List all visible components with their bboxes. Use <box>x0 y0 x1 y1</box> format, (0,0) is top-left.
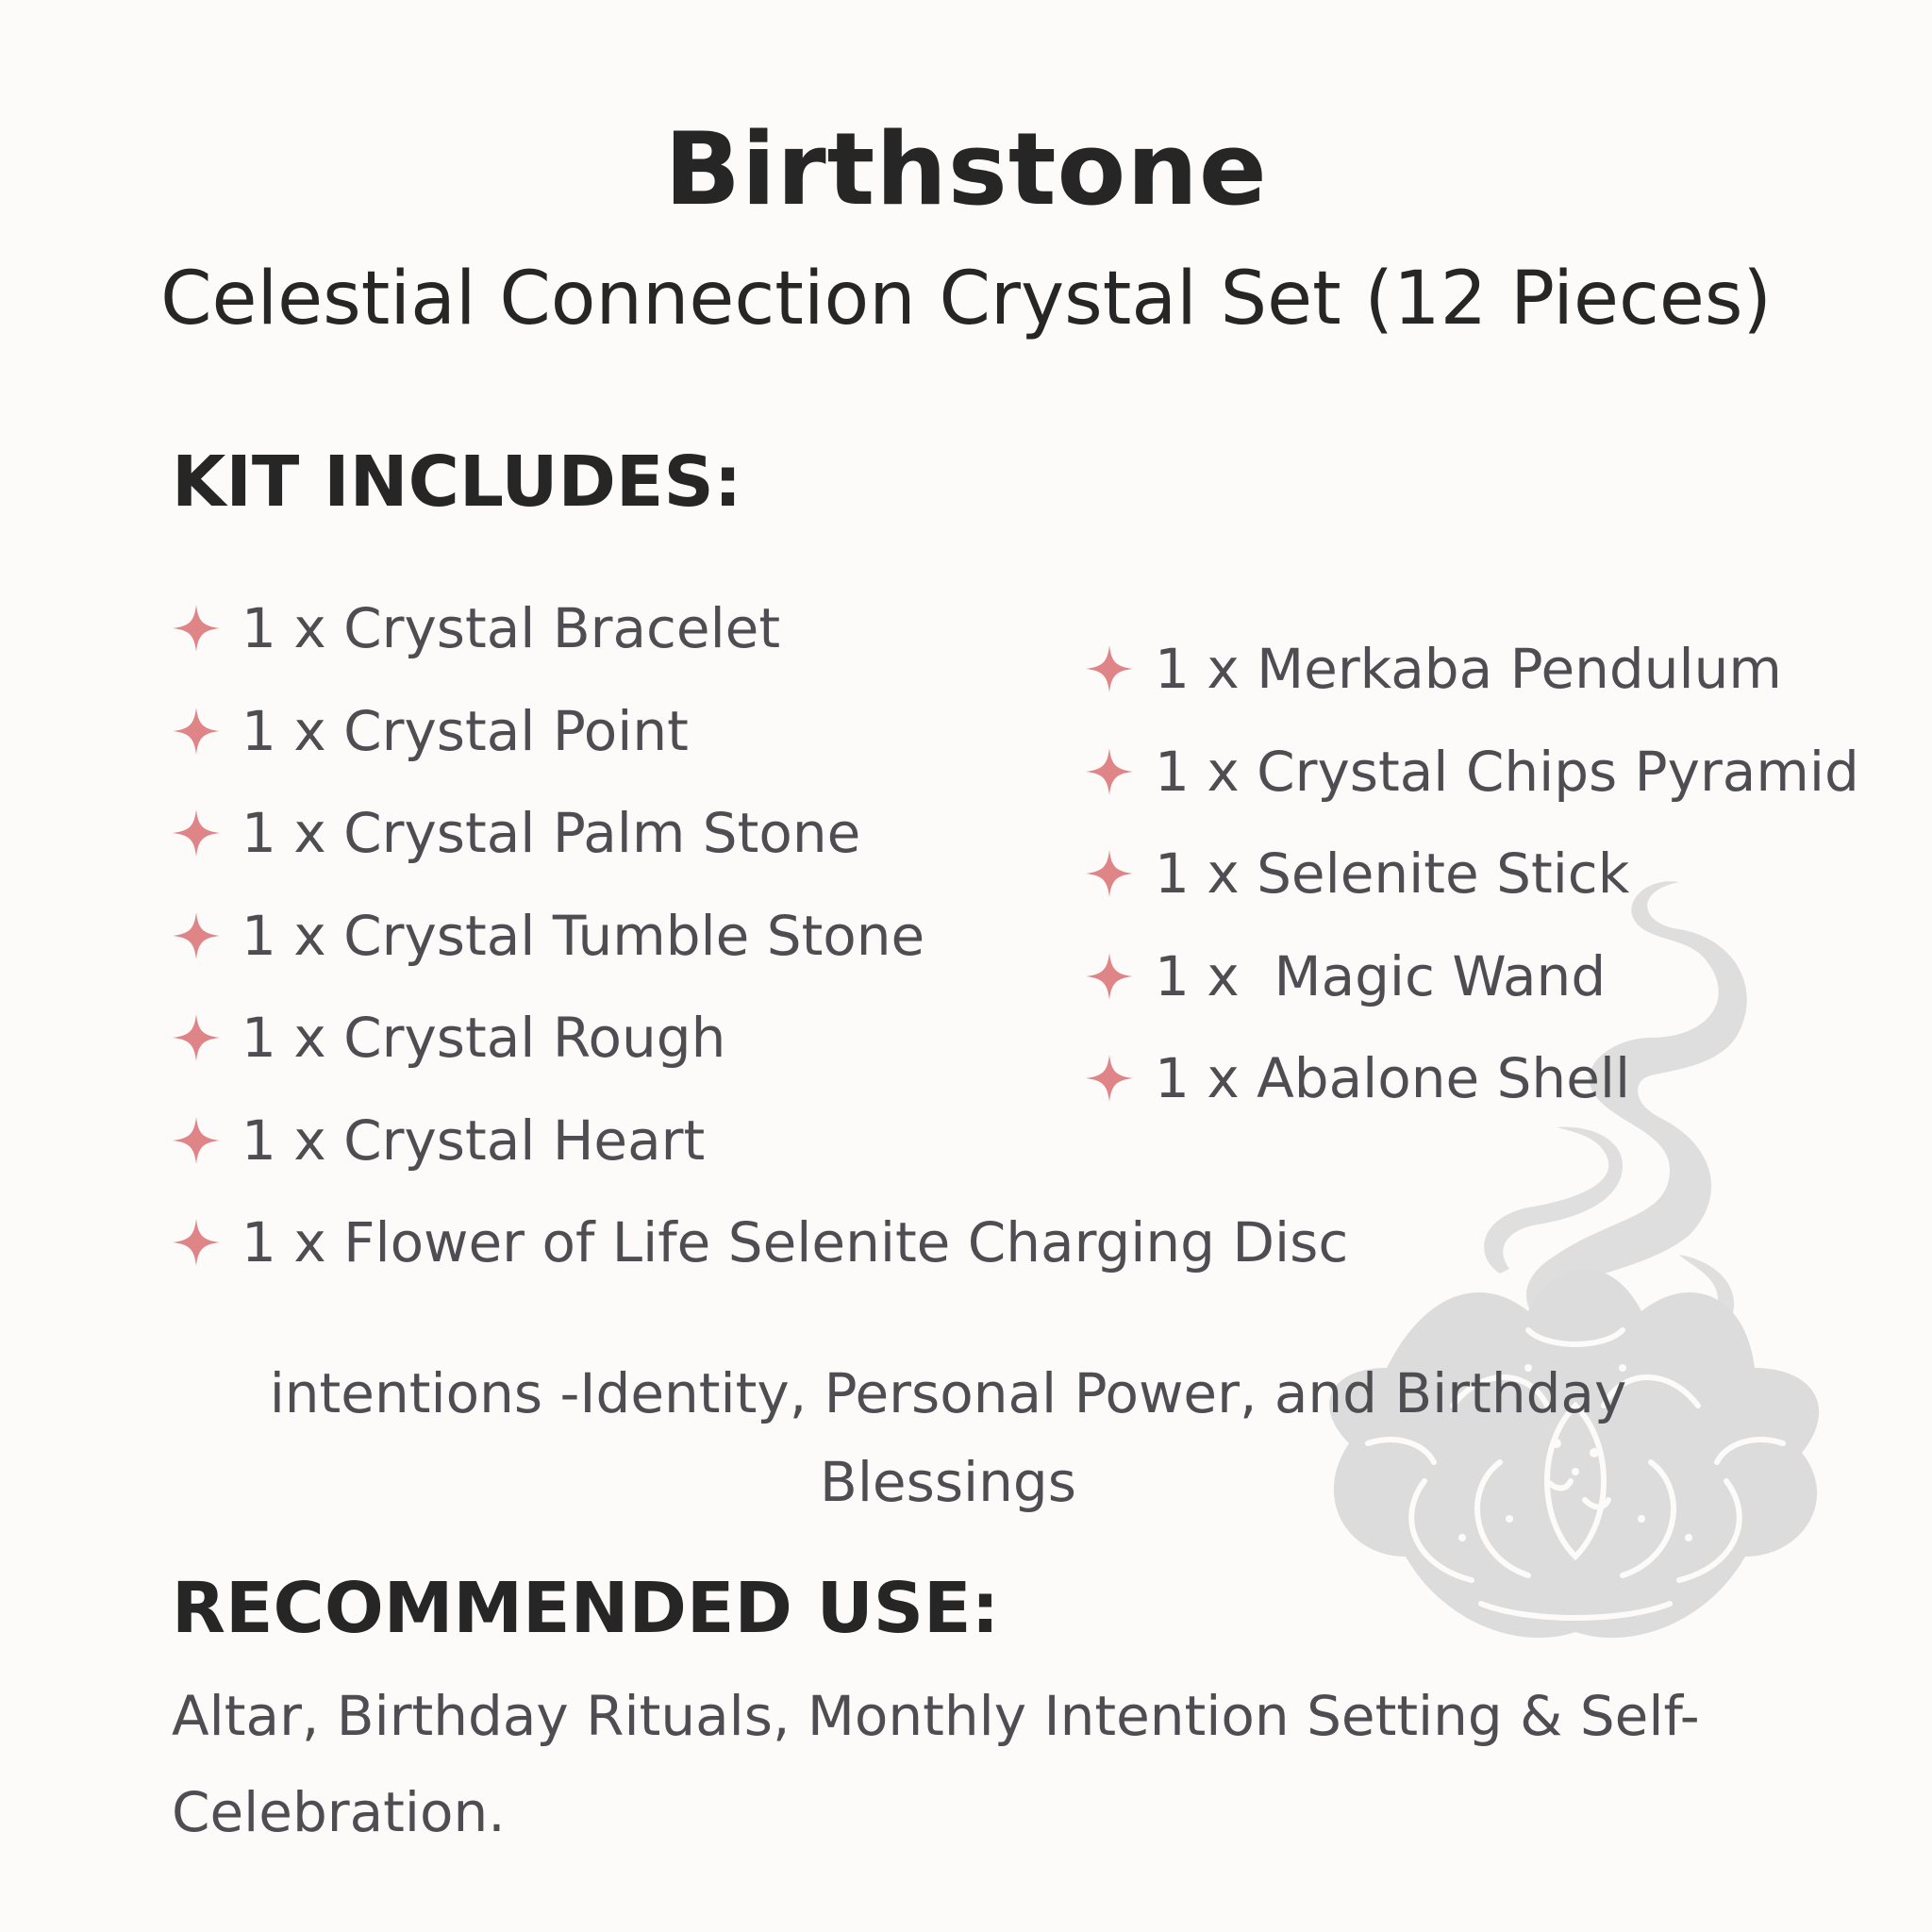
four-point-star-icon <box>172 808 221 858</box>
list-item <box>1085 721 1859 824</box>
page-subtitle: Celestial Connection Crystal Set (12 Pieces) <box>160 257 1772 341</box>
list-item <box>1085 823 1859 925</box>
four-point-star-icon <box>172 707 221 756</box>
four-point-star-icon <box>1085 644 1134 693</box>
item-label: 1 x Magic Wand <box>1155 943 1607 1008</box>
item-label: 1 x Crystal Chips Pyramid <box>1155 739 1859 804</box>
recommended-use-text: Altar, Birthday Rituals, Monthly Intention Setting & Self-Celebration. <box>172 1684 1700 1844</box>
item-label: 1 x Crystal Point <box>242 698 689 763</box>
kit-items-right-list <box>1085 618 1859 1130</box>
intentions-text: intentions -Identity, Personal Power, and Birthday Blessings <box>269 1361 1627 1514</box>
list-item <box>1085 618 1859 721</box>
item-label: 1 x Selenite Stick <box>1155 841 1630 907</box>
page-title: Birthstone <box>664 111 1268 227</box>
recommended-use-heading: RECOMMENDED USE: <box>172 1568 1000 1649</box>
four-point-star-icon <box>172 1013 221 1062</box>
four-point-star-icon <box>1085 849 1134 898</box>
kit-includes-heading: KIT INCLUDES: <box>172 441 742 523</box>
four-point-star-icon <box>1085 747 1134 796</box>
item-label: 1 x Flower of Life Selenite Charging Disc <box>242 1210 1349 1275</box>
item-label: 1 x Crystal Tumble Stone <box>242 903 925 968</box>
item-label: 1 x Abalone Shell <box>1155 1046 1631 1111</box>
item-label: 1 x Crystal Palm Stone <box>242 801 861 866</box>
four-point-star-icon <box>172 1116 221 1165</box>
four-point-star-icon <box>172 604 221 653</box>
four-point-star-icon <box>1085 952 1134 1001</box>
item-label: 1 x Crystal Rough <box>242 1006 726 1071</box>
list-item <box>1085 1027 1859 1130</box>
list-item <box>172 1191 1348 1294</box>
four-point-star-icon <box>1085 1054 1134 1103</box>
item-label: 1 x Crystal Heart <box>242 1108 706 1173</box>
item-label: 1 x Merkaba Pendulum <box>1155 637 1782 702</box>
list-item <box>1085 925 1859 1028</box>
four-point-star-icon <box>172 911 221 960</box>
four-point-star-icon <box>172 1218 221 1267</box>
item-label: 1 x Crystal Bracelet <box>242 596 781 661</box>
